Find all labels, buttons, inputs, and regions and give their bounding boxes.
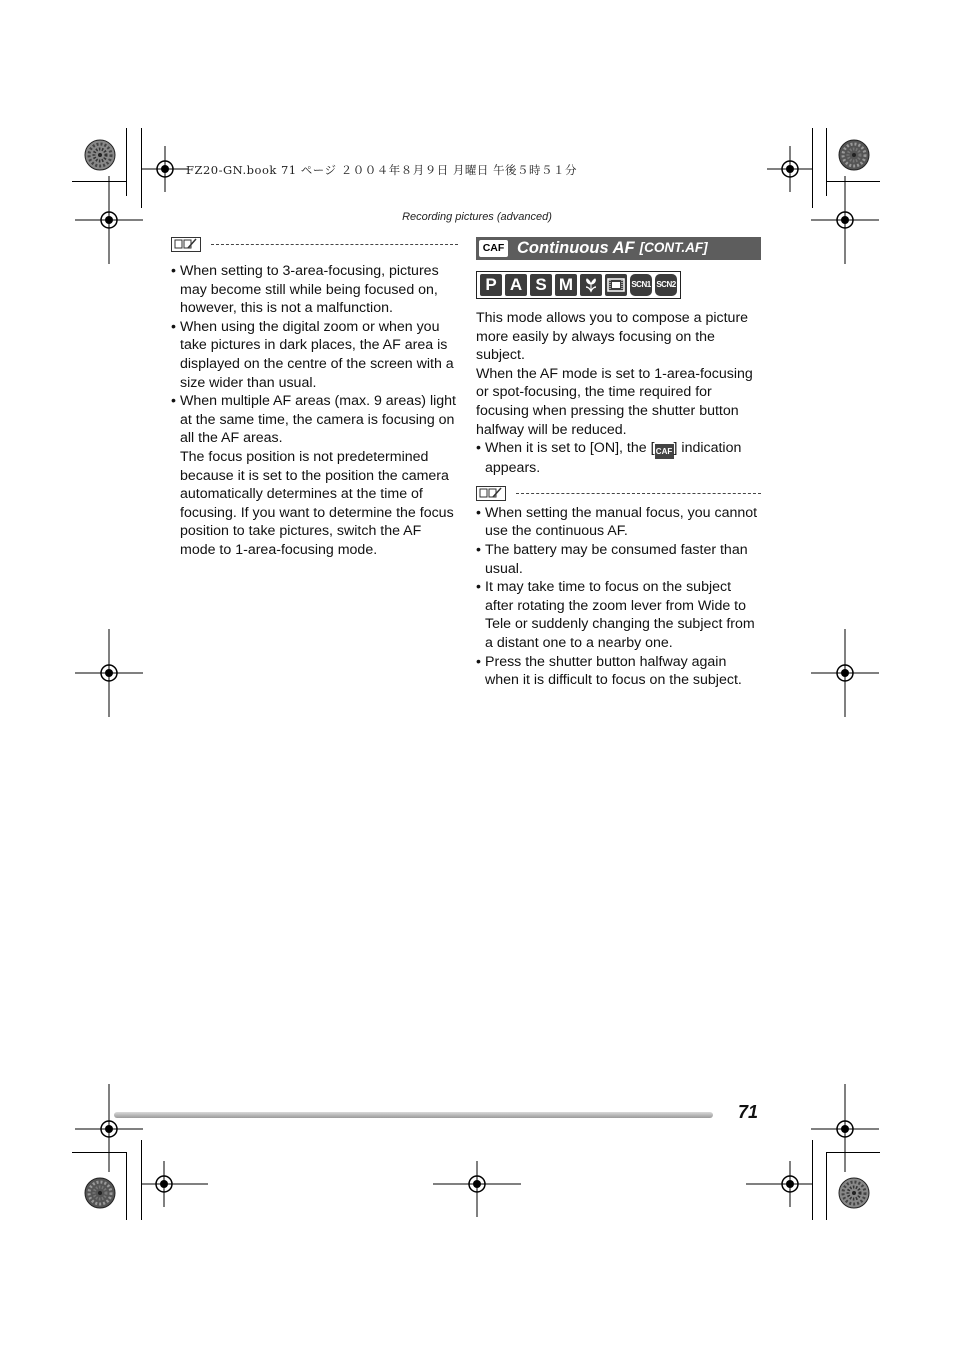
mode-a-icon: A (505, 274, 527, 296)
note-icon (476, 486, 506, 501)
continuous-af-icon: CAF (655, 444, 674, 459)
list-item: • The battery may be consumed faster than usual. (476, 541, 761, 578)
movie-icon (605, 274, 627, 296)
registration-mark-icon (142, 1161, 208, 1207)
registration-mark-icon (75, 629, 143, 717)
list-item-text: ] indication appears. (485, 440, 742, 477)
registration-mark-icon (767, 146, 813, 192)
section-header (476, 237, 761, 260)
registration-mark-icon (811, 1084, 879, 1172)
macro-icon (580, 274, 602, 296)
scene1-icon: SCN1 (630, 274, 652, 296)
star-target-icon (84, 139, 116, 171)
note-header (171, 234, 458, 254)
star-target-icon (838, 1177, 870, 1209)
left-column (171, 234, 458, 560)
star-target-icon (838, 139, 870, 171)
intro-paragraph: When the AF mode is set to 1-area-focusing or spot-focusing, the time required for focusing when pressing the shutter button halfway will be reduced. (476, 365, 753, 438)
section-subtitle: [CONT.AF] (639, 240, 708, 256)
registration-mark-icon (142, 146, 188, 192)
registration-mark-icon (811, 629, 879, 717)
mode-m-icon: M (555, 274, 577, 296)
list-item-continuation: The focus position is not predetermined because it is set to the position the camera automatically determines at the time of focusing. If you want to determine the focus position to take pictures, switch the AF mode to 1-area-focusing mode. (180, 448, 454, 558)
right-note-list (476, 504, 761, 690)
note-divider (211, 244, 458, 245)
intro-paragraph: This mode allows you to compose a picture more easily by always focusing on the subject. (476, 310, 749, 364)
list-item: • When setting to 3-area-focusing, pictures may become still while being focused on, however, this is not a malfunction. (171, 262, 458, 318)
list-item: • When using the digital zoom or when you take pictures in dark places, the AF area is displayed on the centre of the screen with a size wider than usual. (171, 318, 458, 392)
right-column (476, 237, 761, 690)
list-item (171, 392, 458, 559)
mode-s-icon: S (530, 274, 552, 296)
footer-bar (114, 1112, 713, 1118)
section-title: Continuous AF (517, 239, 635, 258)
mode-icon-row (476, 271, 681, 299)
list-item-text: When multiple AF areas (max. 9 areas) light at the same time, the camera is focusing on all the AF areas. (180, 393, 456, 447)
registration-mark-icon (75, 1084, 143, 1172)
note-divider (516, 493, 761, 494)
registration-mark-icon (433, 1161, 521, 1217)
left-note-list (171, 262, 458, 560)
list-item: • Press the shutter button halfway again when it is difficult to focus on the subject. (476, 653, 761, 690)
note-icon (171, 237, 201, 252)
list-item (476, 439, 761, 478)
running-head: Recording pictures (advanced) (402, 211, 552, 223)
list-item: • It may take time to focus on the subject after rotating the zoom lever from Wide to Tele or suddenly changing the subject from a distant one to a nearby one. (476, 578, 761, 652)
print-info: FZ20-GN.book 71 ページ ２００４年８月９日 月曜日 午後５時５１分 (186, 163, 578, 177)
scene2-icon: SCN2 (655, 274, 677, 296)
note-header (476, 484, 761, 504)
mode-p-icon: P (480, 274, 502, 296)
registration-mark-icon (746, 1161, 812, 1207)
star-target-icon (84, 1177, 116, 1209)
page-number: 71 (738, 1102, 759, 1122)
list-item-text: When it is set to [ON], the [ (485, 440, 655, 457)
indication-list (476, 439, 761, 478)
continuous-af-icon: CAF (479, 240, 508, 257)
list-item: • When setting the manual focus, you cannot use the continuous AF. (476, 504, 761, 541)
